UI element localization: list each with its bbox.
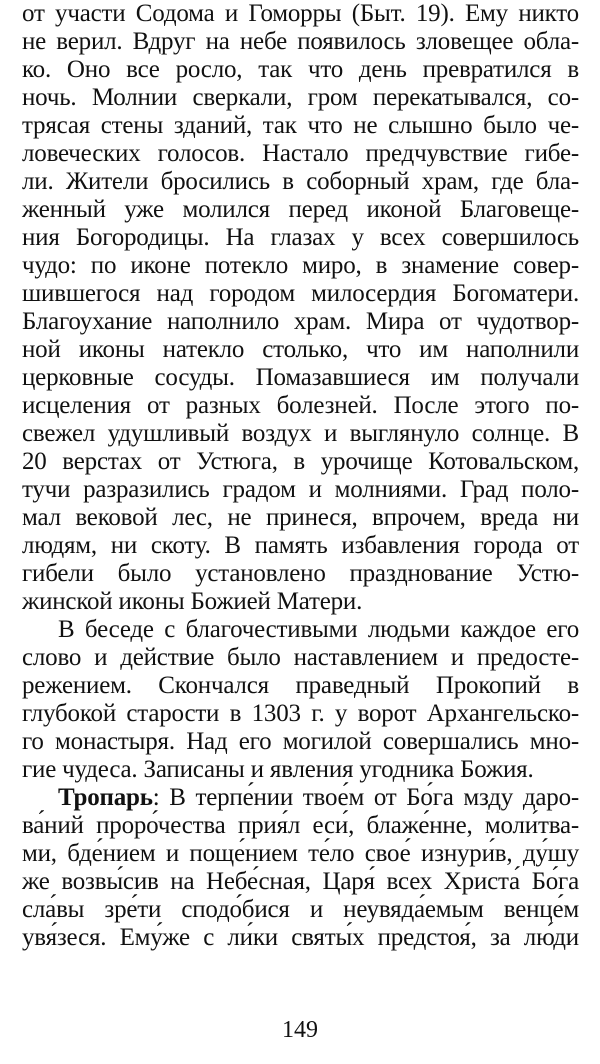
text-line [22,784,579,812]
text-line: людям, ни скоту. В память избавления города от [22,532,579,559]
page-body [22,0,579,952]
text-span: : В терпе́нии твое́м от Бо́га мзду даро- [152,784,579,811]
text-line: Благоухание наполнило храм. Мира от чудотвор- [22,308,579,335]
text-line: от участи Содома и Гоморры (Быт. 19). Ему никто [22,0,579,27]
text-line: шившегося над городом милосердия Богоматери. [22,280,579,307]
text-line: ной иконы натекло столько, что им наполнили [22,336,579,363]
troparion-paragraph [22,784,579,952]
text-line: ли. Жители бросились в соборный храм, где бла- [22,168,579,195]
text-line: слово и действие было наставлением и предосте- [22,644,579,671]
paragraph-1 [22,0,579,616]
text-line: глубокой старости в 1303 г. у ворот Архангельско- [22,700,579,727]
text-line: го монастыря. Над его могилой совершались мно- [22,728,579,755]
text-line: чудо: по иконе потекло миро, в знамение совер- [22,252,579,279]
text-line: не верил. Вдруг на небе появилось зловещее обла- [22,28,579,55]
text-line: В беседе с благочестивыми людьми каждое его [58,616,579,643]
text-line: женный уже молился перед иконой Благовеще- [22,196,579,223]
text-line: жинской иконы Божией Матери. [22,588,363,615]
text-line: режением. Скончался праведный Прокопий в [22,672,579,699]
text-line: исцеления от разных болезней. После этого по- [22,392,579,419]
text-line: сла́вы зре́ти сподо́бися и неувяда́емым венце́м [22,896,579,923]
text-line: трясая стены зданий, так что не слышно было че- [22,112,579,139]
text-line: гибели было установлено празднование Устю- [22,560,579,587]
text-line: ми, бде́нием и поще́нием те́ло свое́ изнури́в, ду́шу [22,840,579,867]
text-line: ко. Оно все росло, так что день превратился в [22,56,579,83]
text-line: ва́ний проро́чества прия́л еси́, блаже́нне, моли́тва- [22,812,579,839]
text-line: ночь. Молнии сверкали, гром перекатывался, со- [22,84,579,111]
text-line: свежел удушливый воздух и выглянуло солнце. В [22,420,579,447]
text-line: церковные сосуды. Помазавшиеся им получали [22,364,579,391]
troparion-label: Тропарь [58,784,153,811]
text-line: тучи разразились градом и молниями. Град поло- [22,476,579,503]
text-line: же возвы́сив на Небе́сная, Царя́ всех Христа́ Бо́га [22,868,579,895]
text-line: ловеческих голосов. Настало предчувствие гибе- [22,140,579,167]
page-number: 149 [282,1017,318,1043]
text-line: гие чудеса. Записаны и явления угодника Божия. [22,756,534,783]
text-line: мал вековой лес, не принеся, впрочем, вреда ни [22,504,579,531]
text-line: 20 верстах от Устюга, в урочище Котовальском, [22,448,579,475]
text-line: увя́зеся. Ему́же с ли́ки святы́х предстоя́, за лю́ди [22,924,579,951]
paragraph-2 [22,616,579,784]
text-line: ния Богородицы. На глазах у всех совершилось [22,224,579,251]
